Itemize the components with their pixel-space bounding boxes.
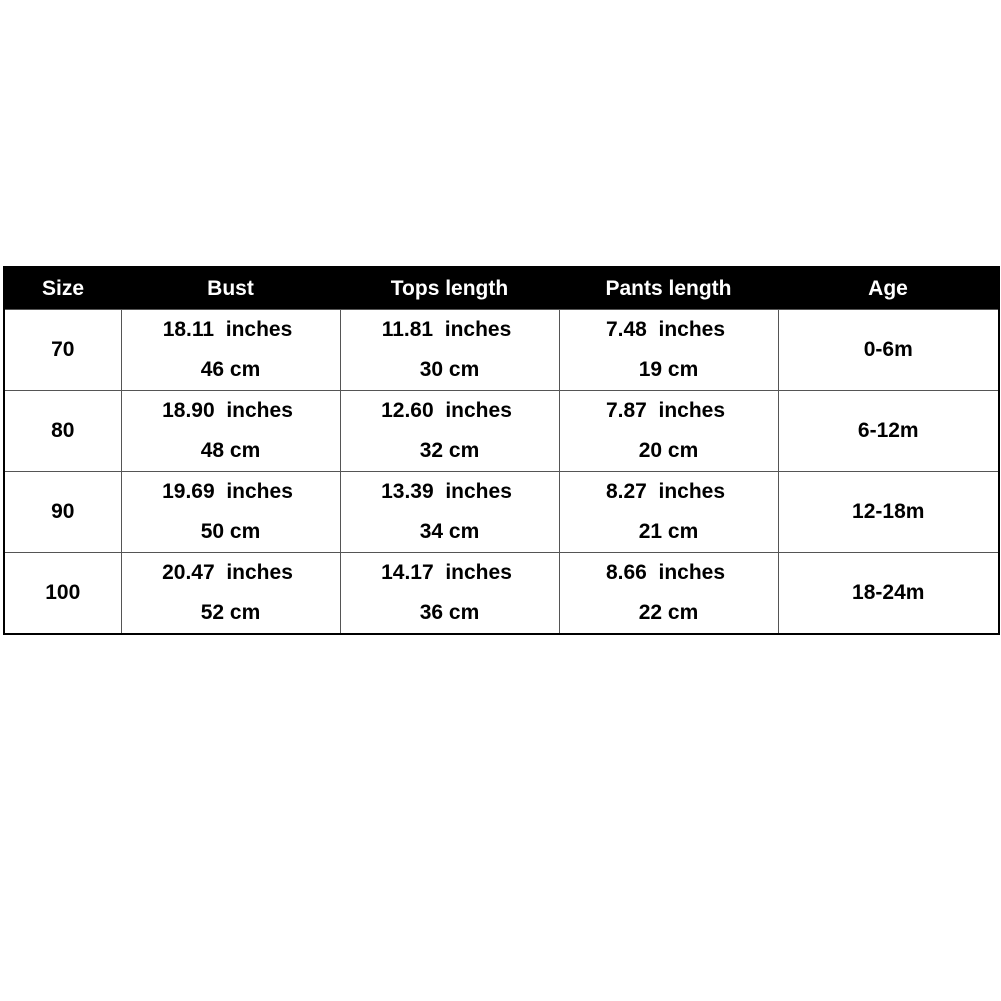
bust-cell bbox=[121, 391, 340, 472]
bust-cm bbox=[201, 440, 261, 462]
pants-inch-value: 8.66 bbox=[605, 561, 647, 584]
pants-cm bbox=[639, 602, 699, 624]
bust-inches bbox=[162, 481, 293, 503]
tops-cm bbox=[420, 440, 480, 462]
cm-unit: cm bbox=[667, 520, 699, 543]
bust-cm bbox=[201, 602, 261, 624]
tops-cm-value: 36 bbox=[419, 601, 444, 624]
inch-unit: inches bbox=[658, 561, 726, 584]
pants-length-cell bbox=[559, 310, 778, 391]
bust-inches bbox=[162, 562, 293, 584]
tops-inches bbox=[382, 319, 512, 341]
tops-length-cell bbox=[340, 553, 559, 635]
size-cell: 100 bbox=[4, 553, 121, 635]
pants-cm bbox=[639, 359, 699, 381]
bust-cm-value: 52 bbox=[200, 601, 225, 624]
cm-unit: cm bbox=[229, 358, 261, 381]
pants-inches bbox=[606, 562, 725, 584]
bust-cm-value: 50 bbox=[200, 520, 225, 543]
header-pants-length: Pants length bbox=[559, 267, 778, 310]
bust-cell bbox=[121, 310, 340, 391]
inch-unit: inches bbox=[226, 480, 293, 503]
bust-cm-value: 46 bbox=[200, 358, 225, 381]
inch-unit: inches bbox=[226, 399, 293, 422]
size-cell: 80 bbox=[4, 391, 121, 472]
cm-unit: cm bbox=[667, 601, 699, 624]
inch-unit: inches bbox=[658, 399, 726, 422]
age-cell: 0-6m bbox=[778, 310, 999, 391]
header-size: Size bbox=[4, 267, 121, 310]
tops-cm-value: 32 bbox=[419, 439, 444, 462]
bust-cell bbox=[121, 472, 340, 553]
cm-unit: cm bbox=[448, 358, 480, 381]
tops-inch-value: 11.81 bbox=[381, 318, 434, 341]
pants-inch-value: 8.27 bbox=[605, 480, 647, 503]
cm-unit: cm bbox=[229, 439, 261, 462]
bust-inch-value: 20.47 bbox=[162, 561, 215, 584]
tops-inches bbox=[381, 481, 512, 503]
pants-length-cell bbox=[559, 553, 778, 635]
age-cell: 12-18m bbox=[778, 472, 999, 553]
table-row bbox=[4, 310, 999, 391]
cm-unit: cm bbox=[448, 601, 480, 624]
tops-length-cell bbox=[340, 472, 559, 553]
pants-length-cell bbox=[559, 472, 778, 553]
tops-cm-value: 34 bbox=[419, 520, 444, 543]
age-cell: 6-12m bbox=[778, 391, 999, 472]
pants-cm-value: 22 bbox=[638, 601, 663, 624]
pants-inches bbox=[606, 481, 725, 503]
inch-unit: inches bbox=[658, 480, 726, 503]
pants-inches bbox=[606, 319, 725, 341]
cm-unit: cm bbox=[667, 439, 699, 462]
pants-cm bbox=[639, 440, 699, 462]
bust-inches bbox=[162, 400, 293, 422]
pants-cm-value: 20 bbox=[638, 439, 663, 462]
header-row bbox=[4, 267, 999, 310]
tops-cm bbox=[420, 521, 480, 543]
inch-unit: inches bbox=[226, 561, 293, 584]
tops-inches bbox=[381, 562, 512, 584]
cm-unit: cm bbox=[667, 358, 699, 381]
bust-inch-value: 19.69 bbox=[162, 480, 215, 503]
bust-inch-value: 18.11 bbox=[162, 318, 215, 341]
bust-cm bbox=[201, 359, 261, 381]
header-age: Age bbox=[778, 267, 999, 310]
pants-cm-value: 19 bbox=[638, 358, 663, 381]
cm-unit: cm bbox=[448, 439, 480, 462]
cm-unit: cm bbox=[229, 601, 261, 624]
table-body bbox=[4, 310, 999, 635]
pants-cm bbox=[639, 521, 699, 543]
cm-unit: cm bbox=[229, 520, 261, 543]
inch-unit: inches bbox=[445, 480, 512, 503]
tops-length-cell bbox=[340, 310, 559, 391]
table-header bbox=[4, 267, 999, 310]
pants-length-cell bbox=[559, 391, 778, 472]
bust-cm-value: 48 bbox=[200, 439, 225, 462]
header-tops-length: Tops length bbox=[340, 267, 559, 310]
table-row bbox=[4, 391, 999, 472]
inch-unit: inches bbox=[445, 561, 512, 584]
size-chart-table bbox=[3, 266, 1000, 635]
pants-cm-value: 21 bbox=[638, 520, 663, 543]
inch-unit: inches bbox=[658, 318, 726, 341]
pants-inch-value: 7.48 bbox=[605, 318, 647, 341]
bust-cell bbox=[121, 553, 340, 635]
header-bust: Bust bbox=[121, 267, 340, 310]
tops-cm-value: 30 bbox=[419, 358, 444, 381]
pants-inches bbox=[606, 400, 725, 422]
age-cell: 18-24m bbox=[778, 553, 999, 635]
bust-inches bbox=[163, 319, 293, 341]
tops-cm bbox=[420, 602, 480, 624]
size-cell: 70 bbox=[4, 310, 121, 391]
pants-inch-value: 7.87 bbox=[605, 399, 647, 422]
tops-length-cell bbox=[340, 391, 559, 472]
size-cell: 90 bbox=[4, 472, 121, 553]
bust-inch-value: 18.90 bbox=[162, 399, 215, 422]
tops-cm bbox=[420, 359, 480, 381]
table-row bbox=[4, 553, 999, 635]
inch-unit: inches bbox=[444, 318, 512, 341]
tops-inches bbox=[381, 400, 512, 422]
cm-unit: cm bbox=[448, 520, 480, 543]
inch-unit: inches bbox=[445, 399, 512, 422]
table-row bbox=[4, 472, 999, 553]
bust-cm bbox=[201, 521, 261, 543]
inch-unit: inches bbox=[225, 318, 293, 341]
tops-inch-value: 14.17 bbox=[381, 561, 434, 584]
tops-inch-value: 13.39 bbox=[381, 480, 434, 503]
tops-inch-value: 12.60 bbox=[381, 399, 434, 422]
